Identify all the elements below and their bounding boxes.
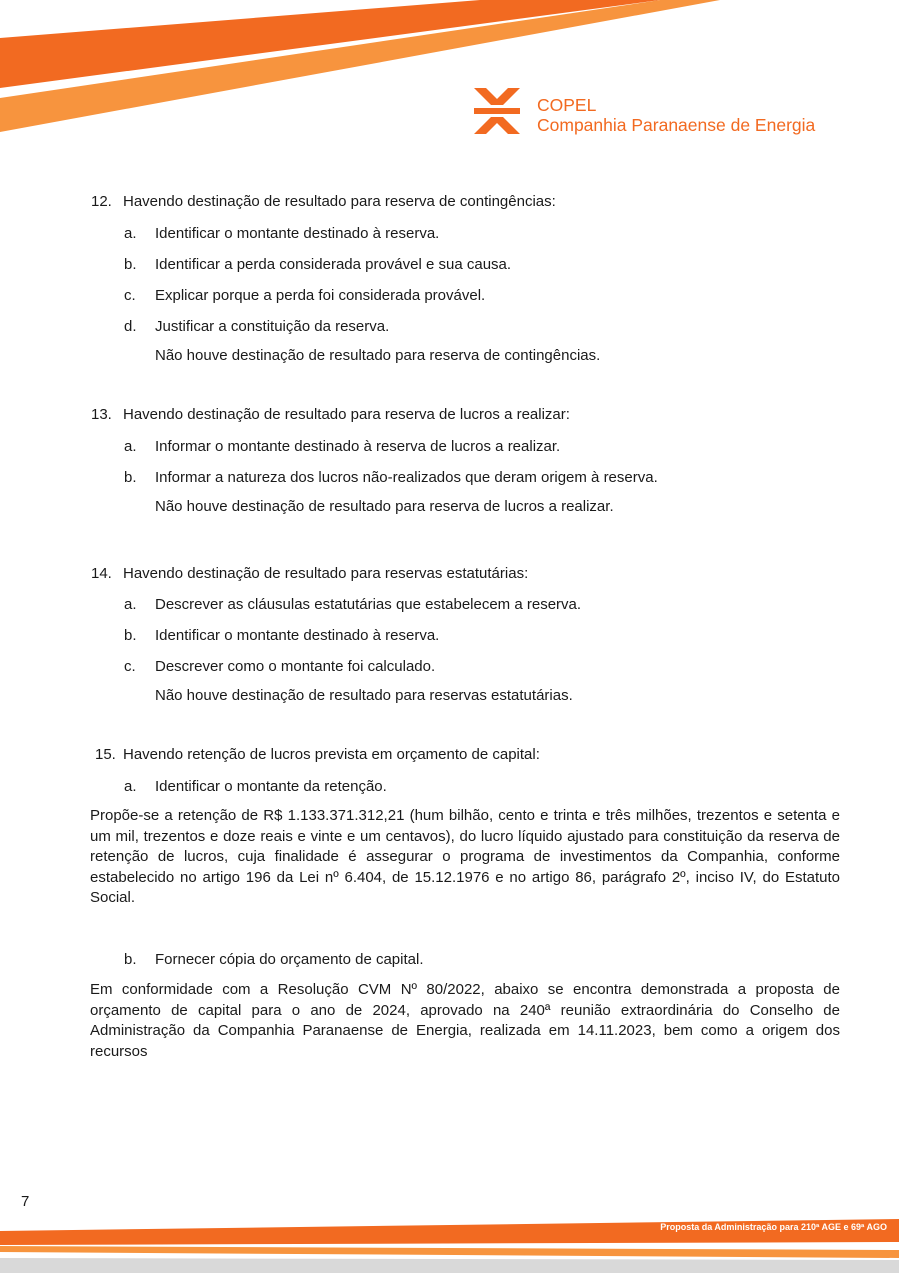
item-letter: b. <box>124 256 137 273</box>
list-item <box>124 318 389 335</box>
item-letter: a. <box>124 778 137 795</box>
item-text: Fornecer cópia do orçamento de capital. <box>155 951 424 968</box>
list-item <box>124 225 439 242</box>
brand-name <box>537 95 815 135</box>
item-text: Descrever as cláusulas estatutárias que estabelecem a reserva. <box>155 596 582 613</box>
list-item <box>124 256 511 273</box>
section-number: 12. <box>91 193 112 210</box>
list-item <box>124 658 435 675</box>
section-14-heading <box>91 565 528 582</box>
item-text: Informar o montante destinado à reserva de lucros a realizar. <box>155 438 561 455</box>
list-item <box>124 627 439 644</box>
item-letter: c. <box>124 658 136 675</box>
item-letter: b. <box>124 951 137 968</box>
section-number: 14. <box>91 565 112 582</box>
section-title: Havendo destinação de resultado para reservas estatutárias: <box>123 565 529 582</box>
item-letter: c. <box>124 287 136 304</box>
item-text: Explicar porque a perda foi considerada provável. <box>155 287 486 304</box>
item-text: Informar a natureza dos lucros não-realizados que deram origem à reserva. <box>155 469 658 486</box>
section-title: Havendo retenção de lucros prevista em orçamento de capital: <box>123 746 540 763</box>
brand-line2: Companhia Paranaense de Energia <box>537 115 816 135</box>
item-letter: a. <box>124 225 137 242</box>
section-title: Havendo destinação de resultado para reserva de lucros a realizar: <box>123 406 570 423</box>
list-item <box>124 778 387 795</box>
list-item <box>124 951 423 968</box>
item-text: Identificar a perda considerada provável e sua causa. <box>155 256 512 273</box>
item-text: Identificar o montante da retenção. <box>155 778 387 795</box>
footer-stripes <box>0 1210 899 1273</box>
section-number: 13. <box>91 406 112 423</box>
section-13-heading <box>91 406 570 423</box>
item-text: Identificar o montante destinado à reserva. <box>155 225 440 242</box>
list-item <box>124 287 485 304</box>
list-item <box>124 469 658 486</box>
section-title: Havendo destinação de resultado para reserva de contingências: <box>123 193 556 210</box>
item-text: Justificar a constituição da reserva. <box>155 318 390 335</box>
section-answer: Não houve destinação de resultado para reserva de contingências. <box>155 347 601 364</box>
footer-caption: Proposta da Administração para 210ª AGE e 69ª AGO <box>660 1222 887 1232</box>
item-letter: a. <box>124 596 137 613</box>
page-number: 7 <box>21 1193 30 1210</box>
item-text: Identificar o montante destinado à reserva. <box>155 627 440 644</box>
section-12-heading <box>91 193 556 210</box>
item-letter: b. <box>124 627 137 644</box>
section-answer: Não houve destinação de resultado para reservas estatutárias. <box>155 687 573 704</box>
item-letter: d. <box>124 318 137 335</box>
item-text: Descrever como o montante foi calculado. <box>155 658 436 675</box>
section-15-heading <box>95 746 540 763</box>
list-item <box>124 438 560 455</box>
copel-logo-icon <box>472 86 522 136</box>
list-item <box>124 596 581 613</box>
item-letter: a. <box>124 438 137 455</box>
capital-budget-paragraph: Em conformidade com a Resolução CVM Nº 80/2022, abaixo se encontra demonstrada a proposta de orçamento de capital para o ano de 2024, aprovado na 240ª reunião extraordinária do Conselho de Administração da Companhia Paranaense de Energia, realizada em 14.11.2023, bem como a origem dos recursos <box>90 981 840 1060</box>
section-number: 15. <box>95 746 116 763</box>
brand-line1: COPEL <box>537 95 597 115</box>
item-letter: b. <box>124 469 137 486</box>
retention-paragraph: Propõe-se a retenção de R$ 1.133.371.312,21 (hum bilhão, cento e trinta e três milhões, trezentos e setenta e um mil, trezentos e doze reais e vinte e um centavos), do lucro líquido ajustado para constituição da reserva de retenção de lucros, cuja finalidade é assegurar o programa de investimentos da Companhia, conforme estabelecido no artigo 196 da Lei nº 6.404, de 15.12.1976 e no artigo 86, parágrafo 2º, inciso IV, do Estatuto Social. <box>90 807 840 906</box>
section-answer: Não houve destinação de resultado para reserva de lucros a realizar. <box>155 498 614 515</box>
